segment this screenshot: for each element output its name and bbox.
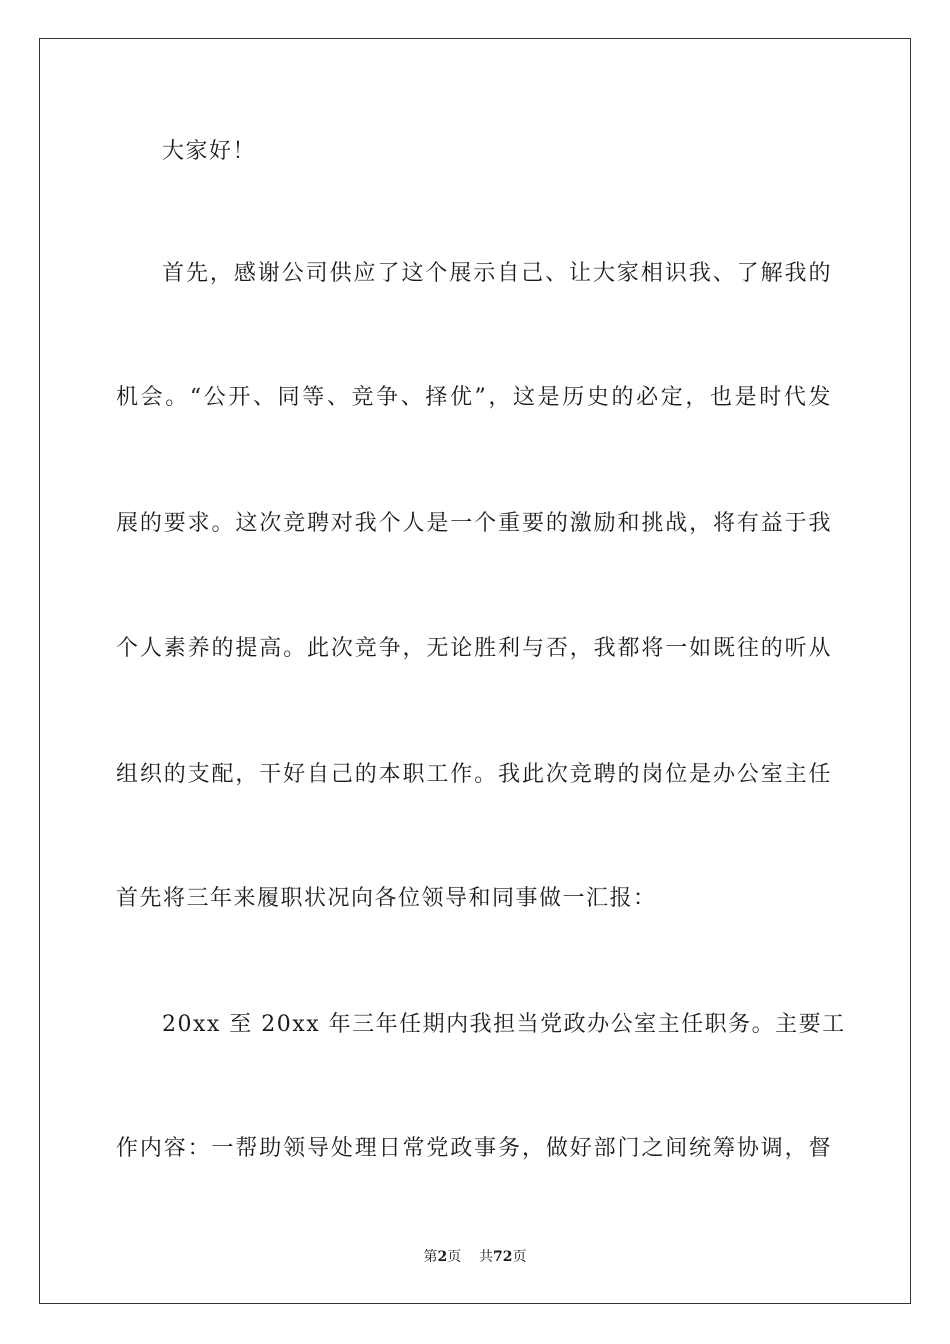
page-border: [39, 38, 911, 1304]
paragraph-line-1: 首先，感谢公司供应了这个展示自己、让大家相识我、了解我的: [162, 261, 832, 286]
paragraph-line-8: 作内容：一帮助领导处理日常党政事务，做好部门之间统筹协调，督: [116, 1136, 832, 1161]
paragraph-line-6: 首先将三年来履职状况向各位领导和同事做一汇报：: [116, 886, 657, 911]
page-total-count: 72: [493, 1249, 513, 1265]
page-footer: [0, 1247, 950, 1267]
page-total-prefix: 共: [479, 1249, 494, 1265]
paragraph-line-4: 个人素养的提高。此次竞争，无论胜利与否，我都将一如既往的听从: [116, 636, 832, 661]
page-number-suffix: 页: [447, 1249, 462, 1265]
paragraph-line-3: 展的要求。这次竞聘对我个人是一个重要的激励和挑战，将有益于我: [116, 511, 832, 536]
page-number-prefix: 第: [423, 1249, 438, 1265]
paragraph-line-7: 20xx 至 20xx 年三年任期内我担当党政办公室主任职务。主要工: [162, 1012, 846, 1037]
page-total-suffix: 页: [512, 1249, 527, 1265]
greeting-line: 大家好！: [162, 139, 257, 164]
page-number-current: 2: [437, 1249, 448, 1265]
paragraph-line-5: 组织的支配，干好自己的本职工作。我此次竞聘的岗位是办公室主任: [116, 762, 832, 787]
paragraph-line-2: 机会。“公开、同等、竞争、择优”，这是历史的必定，也是时代发: [116, 385, 832, 410]
